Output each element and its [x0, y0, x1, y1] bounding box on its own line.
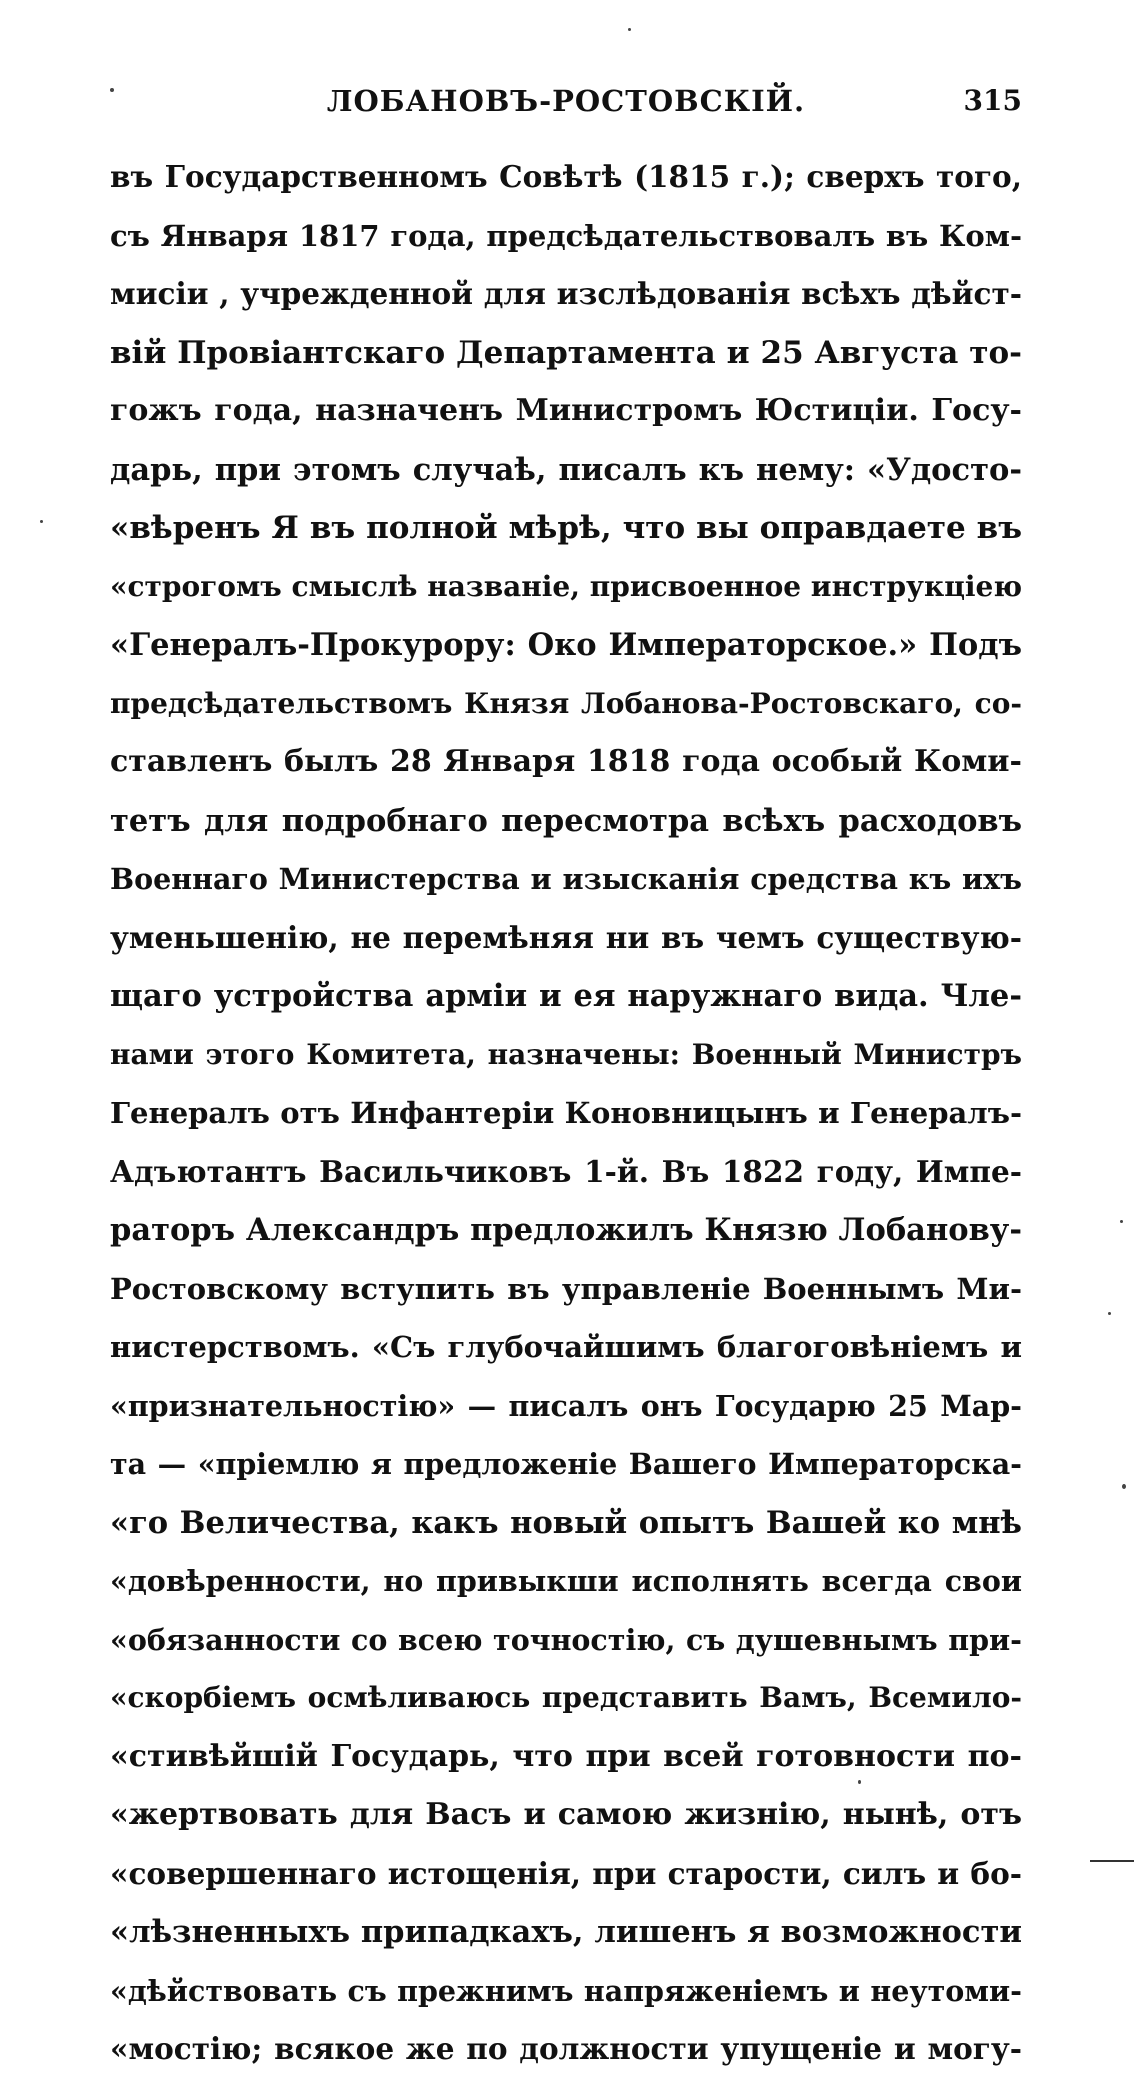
running-head — [110, 84, 1022, 124]
scan-speck — [110, 88, 114, 92]
text-line: Генералъ отъ Инфантеріи Коновницынъ и Генералъ- — [110, 1096, 1022, 1130]
text-line: «довѣренности, но привыкши исполнять всегда свои — [110, 1564, 1022, 1598]
text-line: Военнаго Министерства и изысканія средства къ ихъ — [110, 862, 1022, 896]
text-line: «вѣренъ Я въ полной мѣрѣ, что вы оправдаете въ — [110, 510, 1022, 546]
page-number: 315 — [963, 84, 1022, 117]
text-line: «дѣйствовать съ прежнимъ напряженіемъ и неутоми- — [110, 1973, 1022, 2008]
text-line: раторъ Александръ предложилъ Князю Лобанову- — [110, 1212, 1022, 1248]
scan-speck — [628, 28, 631, 31]
text-line: «совершеннаго истощенія, при старости, силъ и бо- — [110, 1855, 1022, 1891]
scan-speck — [1122, 1484, 1126, 1489]
scan-speck — [1120, 1220, 1123, 1223]
text-line: предсѣдательствомъ Князя Лобанова-Ростовскаго, со- — [110, 686, 1022, 720]
text-line: уменьшенію, не перемѣняя ни въ чемъ существую- — [110, 919, 1022, 955]
text-line: гожъ года, назначенъ Министромъ Юстиціи. Госу- — [110, 393, 1022, 428]
text-line: «строгомъ смыслѣ названіе, присвоенное инструкціею — [110, 569, 1022, 603]
text-line: нами этого Комитета, назначены: Военный Министръ — [110, 1037, 1022, 1071]
text-line: Адъютантъ Васильчиковъ 1-й. Въ 1822 году, Импе- — [110, 1153, 1022, 1189]
text-line: тетъ для подробнаго пересмотра всѣхъ расходовъ — [110, 802, 1022, 839]
scan-speck — [40, 520, 43, 523]
text-line: ставленъ былъ 28 Января 1818 года особый Коми- — [110, 744, 1022, 779]
text-line: «жертвовать для Васъ и самою жизнію, нынѣ, отъ — [110, 1797, 1022, 1832]
text-line: «стивѣйшій Государь, что при всей готовности по- — [110, 1738, 1022, 1774]
text-line: та — «пріемлю я предложеніе Вашего Императорска- — [110, 1447, 1022, 1481]
text-line: съ Января 1817 года, предсѣдательствовалъ въ Ком- — [110, 218, 1022, 253]
text-line: дарь, при этомъ случаѣ, писалъ къ нему: «Удосто- — [110, 451, 1022, 488]
text-line: «признательностію» — писалъ онъ Государю 25 Мар- — [110, 1388, 1022, 1423]
text-line: Ростовскому вступить въ управленіе Военнымъ Ми- — [110, 1271, 1022, 1306]
scan-speck — [1108, 1312, 1111, 1315]
text-line: «скорбіемъ осмѣливаюсь представить Вамъ, Всемило- — [110, 1681, 1022, 1714]
text-line: нистерствомъ. «Съ глубочайшимъ благоговѣніемъ и — [110, 1330, 1022, 1364]
text-line: «обязанности со всею точностію, съ душевнымъ при- — [110, 1622, 1022, 1657]
header-title: ЛОБАНОВЪ-РОСТОВСКІЙ. — [326, 84, 806, 118]
scan-speck — [858, 1780, 861, 1784]
text-line: «Генералъ-Прокурору: Око Императорское.» Подъ — [110, 627, 1022, 663]
text-line: вій Провіантскаго Департамента и 25 Августа то- — [110, 334, 1022, 371]
text-line: мисіи , учрежденной для изслѣдованія всѣхъ дѣйст- — [110, 276, 1022, 311]
text-line: въ Государственномъ Совѣтѣ (1815 г.); сверхъ того, — [110, 159, 1022, 194]
scan-mark — [1090, 1860, 1134, 1862]
text-line: «мостію; всякое же по должности упущеніе и могу- — [110, 2031, 1022, 2066]
text-line: «го Величества, какъ новый опытъ Вашей ко мнѣ — [110, 1504, 1022, 1541]
body-text — [110, 148, 1022, 2079]
text-line: «лѣзненныхъ припадкахъ, лишенъ я возможности — [110, 1914, 1022, 1950]
text-line: щаго устройства арміи и ея наружнаго вида. Чле- — [110, 978, 1022, 1014]
